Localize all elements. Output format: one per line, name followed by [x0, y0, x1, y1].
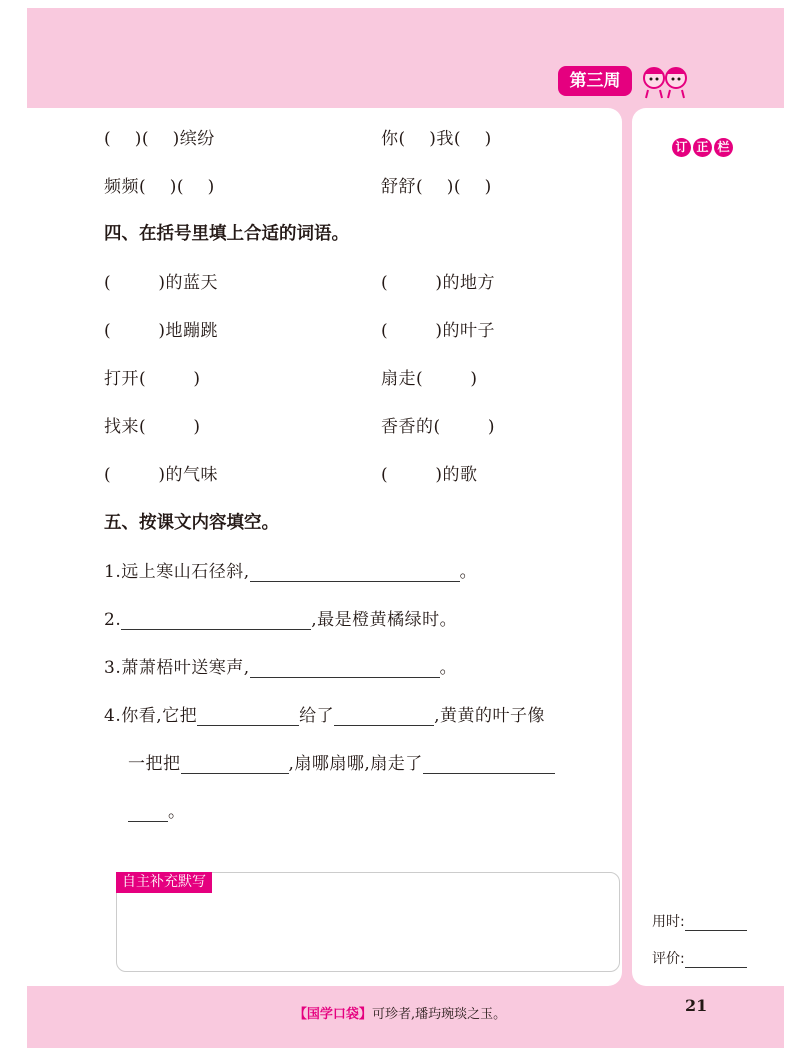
question-text: 4.你看,它把 — [104, 706, 198, 726]
question-text: ,黄黄的叶子像 — [434, 706, 546, 726]
rating-label: 评价: — [652, 951, 685, 967]
recite-question-3 — [104, 653, 457, 678]
fill-word-item: ( )的地方 — [381, 273, 495, 293]
question-text: 。 — [439, 658, 458, 678]
recite-question-1 — [104, 557, 477, 582]
question-text: 一把把 — [128, 754, 181, 774]
time-used-field — [652, 911, 747, 931]
cartoon-kids-icon — [636, 60, 696, 100]
footer-brand: 【国学口袋】 — [293, 1007, 372, 1022]
question-text: 1.远上寒山石径斜, — [104, 562, 250, 582]
fill-word-item: ( )地蹦跳 — [104, 321, 218, 341]
word-pattern-item: 频频( )( ) — [104, 177, 215, 197]
answer-blank[interactable] — [121, 611, 311, 630]
rating-field — [652, 948, 747, 968]
self-dictation-tab: 自主补充默写 — [116, 872, 212, 893]
fill-word-item: 扇走( ) — [381, 369, 478, 389]
correction-char: 栏 — [714, 138, 733, 157]
week-badge: 第三周 — [558, 66, 632, 96]
correction-column — [632, 108, 784, 986]
fill-word-item: 找来( ) — [104, 417, 201, 437]
correction-char: 订 — [672, 138, 691, 157]
answer-blank[interactable] — [334, 707, 434, 726]
question-text: ,扇哪扇哪,扇走了 — [288, 754, 423, 774]
time-used-label: 用时: — [652, 914, 685, 930]
answer-blank[interactable] — [128, 803, 168, 822]
footer-quote-text: 可珍者,璠玙琬琰之玉。 — [371, 1007, 507, 1022]
question-text: 。 — [459, 562, 478, 582]
rating-blank[interactable] — [685, 953, 747, 968]
section-5-title: 五、按课文内容填空。 — [104, 513, 279, 533]
question-text: ,最是橙黄橘绿时。 — [311, 610, 458, 630]
time-used-blank[interactable] — [685, 916, 747, 931]
recite-question-4-line-3 — [128, 797, 186, 822]
fill-word-item: 香香的( ) — [381, 417, 495, 437]
question-text: 。 — [168, 802, 186, 822]
question-text: 2. — [104, 610, 122, 630]
recite-question-4-line-2 — [128, 749, 555, 774]
fill-word-item: ( )的蓝天 — [104, 273, 218, 293]
page-number: 21 — [685, 996, 708, 1015]
answer-blank[interactable] — [197, 707, 299, 726]
recite-question-4 — [104, 701, 545, 726]
section-4-title: 四、在括号里填上合适的词语。 — [104, 224, 349, 244]
footer-quote — [0, 1003, 800, 1022]
answer-blank[interactable] — [181, 755, 289, 774]
question-text: 3.萧萧梧叶送寒声, — [104, 658, 250, 678]
word-pattern-item: ( )( )缤纷 — [104, 129, 215, 149]
answer-blank[interactable] — [250, 659, 440, 678]
fill-word-item: ( )的叶子 — [381, 321, 495, 341]
fill-word-item: ( )的歌 — [381, 465, 478, 485]
word-pattern-item: 你( )我( ) — [381, 129, 492, 149]
question-text: 给了 — [299, 706, 335, 726]
word-pattern-item: 舒舒( )( ) — [381, 177, 492, 197]
recite-question-2 — [104, 605, 457, 630]
answer-blank[interactable] — [423, 755, 555, 774]
fill-word-item: ( )的气味 — [104, 465, 218, 485]
correction-column-title — [672, 138, 733, 157]
fill-word-item: 打开( ) — [104, 369, 201, 389]
correction-char: 正 — [693, 138, 712, 157]
answer-blank[interactable] — [250, 563, 460, 582]
